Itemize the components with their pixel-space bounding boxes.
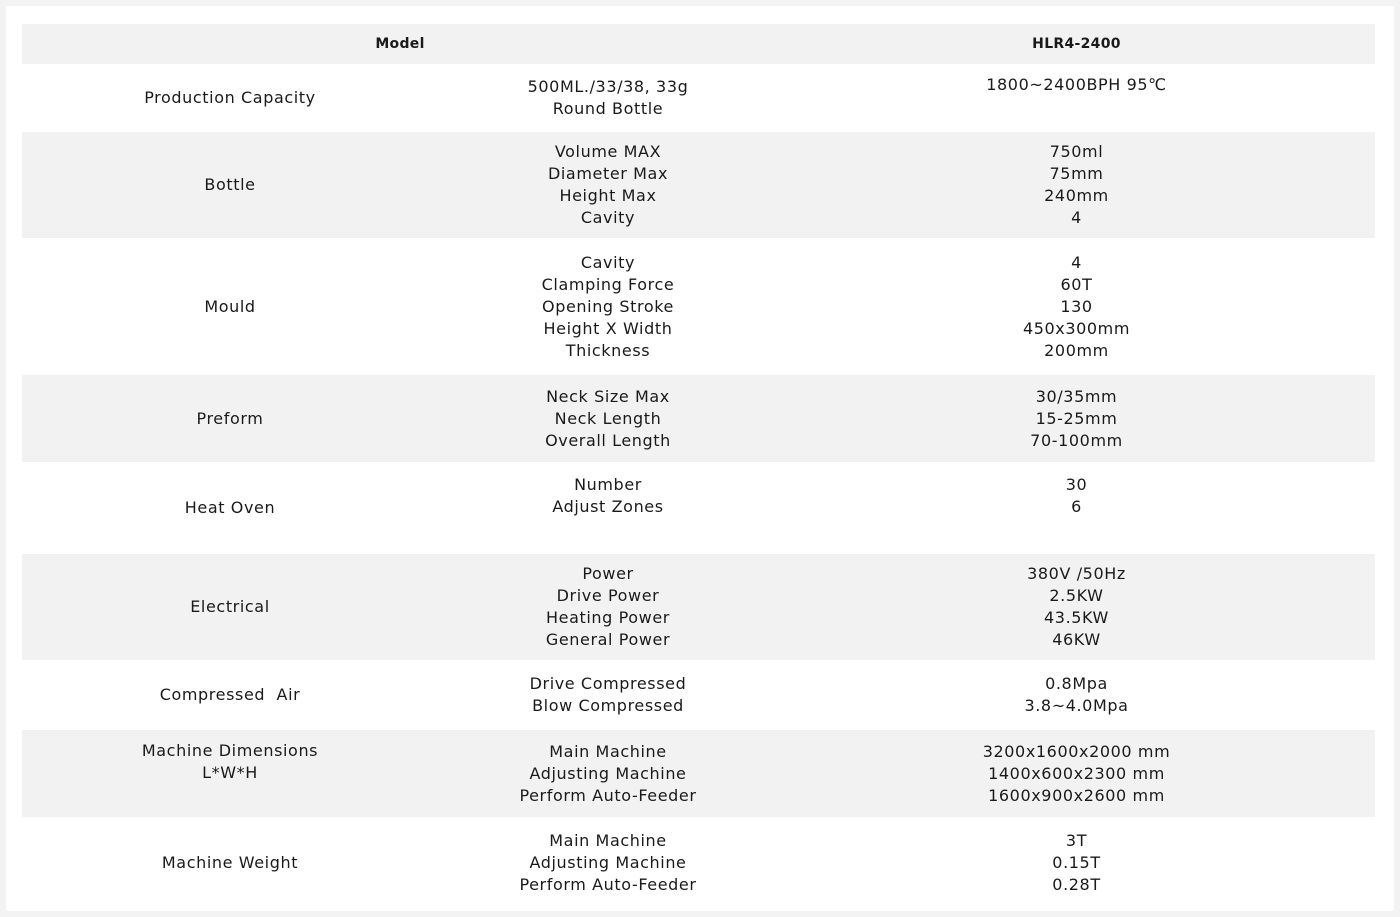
row-bottle: [22, 132, 1375, 238]
row-params: Drive Compressed Blow Compressed: [529, 674, 687, 715]
row-name: Machine Weight: [161, 853, 299, 872]
row-name: Electrical: [22, 554, 438, 660]
header-row: [22, 24, 1375, 64]
row-values: 3T 0.15T 0.28T: [1052, 831, 1101, 894]
row-values: 30 6: [1065, 475, 1088, 516]
row-values: 1800~2400BPH 95℃: [986, 75, 1167, 94]
row-name: Mould: [204, 296, 256, 316]
row-params: Cavity Clamping Force Opening Stroke Height X Width Thickness: [541, 252, 675, 360]
row-values: 4 60T 130 450x300mm 200mm: [1022, 252, 1131, 360]
row-params: Volume MAX Diameter Max Height Max Cavity: [438, 132, 778, 238]
row-heat-oven: [22, 462, 1375, 554]
row-values: 380V /50Hz 2.5KW 43.5KW 46KW: [778, 554, 1375, 660]
row-params: Number Adjust Zones: [552, 475, 664, 516]
row-preform: [22, 375, 1375, 462]
row-params: Power Drive Power Heating Power General Power: [438, 554, 778, 660]
row-name: Machine Dimensions L*W*H: [22, 730, 438, 817]
row-name: Bottle: [22, 132, 438, 238]
row-machine-weight: [22, 817, 1375, 909]
spec-sheet: [6, 6, 1394, 911]
row-production-capacity: [22, 64, 1375, 132]
row-values: 30/35mm 15-25mm 70-100mm: [778, 375, 1375, 462]
row-values: 750ml 75mm 240mm 4: [778, 132, 1375, 238]
row-params: Main Machine Adjusting Machine Perform Auto-Feeder: [519, 831, 697, 894]
row-electrical: [22, 554, 1375, 660]
row-params: Neck Size Max Neck Length Overall Length: [438, 375, 778, 462]
row-machine-dimensions: [22, 730, 1375, 817]
model-label: Model: [22, 24, 778, 64]
row-compressed-air: [22, 660, 1375, 730]
spec-table: [22, 24, 1375, 909]
row-name: Heat Oven: [184, 498, 276, 517]
row-name: Production Capacity: [144, 88, 316, 107]
row-values: 0.8Mpa 3.8~4.0Mpa: [1024, 674, 1129, 715]
row-name: Compressed Air: [159, 685, 301, 704]
model-value: HLR4-2400: [778, 24, 1375, 64]
row-name: Preform: [22, 375, 438, 462]
row-values: 3200x1600x2000 mm 1400x600x2300 mm 1600x900x2600 mm: [778, 730, 1375, 817]
row-mould: [22, 238, 1375, 375]
row-params: 500ML./33/38, 33g Round Bottle: [527, 77, 689, 118]
row-params: Main Machine Adjusting Machine Perform Auto-Feeder: [438, 730, 778, 817]
